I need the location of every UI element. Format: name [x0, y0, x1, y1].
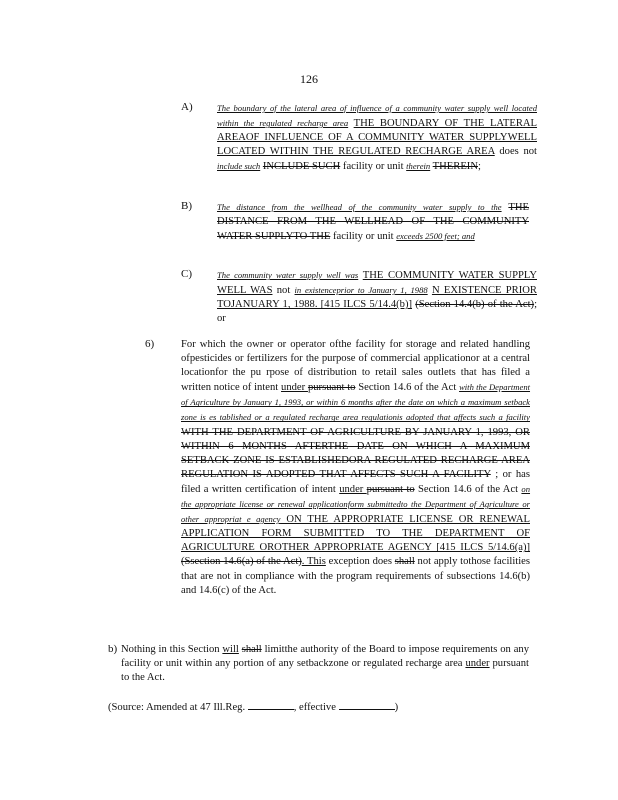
item-a-seg4: include such	[217, 161, 261, 172]
item-a-text	[217, 101, 537, 174]
item-6-seg8: under	[339, 483, 367, 495]
item-6-seg16: exception does	[325, 556, 395, 568]
item-6-seg18: not apply tothose facilities that are not in compliance with the program requirements of subsections 14.6(b) and 14.6(c) of the Act.	[181, 556, 530, 596]
item-b-label: B)	[181, 200, 192, 212]
item-6-text	[181, 338, 530, 598]
item-6-seg6: WITH THE DEPARTMENT OF AGRICULTURE BY JANUARY 1, 1993, OR WITHIN 6 MONTHS AFTERTHE DATE ON WHICH A MAXIMUM SETBACK ZONE IS ESTABLISHEDORA REGULATED RECHARGE AREA REGULATION IS ADOPTED THAT AFFECTS SUCH A FACILITY	[181, 426, 530, 480]
item-c-label: C)	[181, 268, 192, 280]
item-a-seg5: INCLUDE SUCH	[262, 161, 341, 173]
item-6-seg11: on the appropriate license or renewal applicationform submittedto the Department of Agriculture or other appropriat e agency	[181, 483, 531, 525]
item-6-label: 6)	[145, 338, 155, 350]
item-6-seg3: pursuant to	[307, 382, 356, 394]
item-c-seg4: in existenceprior to January 1, 1988	[294, 285, 428, 296]
source-text-2: , effective	[293, 702, 339, 713]
source-date-blank	[339, 699, 395, 710]
item-6-seg5: with the Department of Agriculture by January 1, 1993, or within 6 months after the date on which a maximum setback zone is es tablished or a regulated recharge area regulationis adopted that affects such a facility	[181, 382, 531, 423]
item-6-seg15: . This	[301, 556, 326, 568]
item-a-seg2: THE BOUNDARY OF THE LATERAL AREAOF INFLUENCE OF A COMMUNITY WATER SUPPLYWELL LOCATED WITHIN THE REGULATED RECHARGE AREA	[217, 118, 538, 158]
item-c-seg1: The community water supply well was	[217, 270, 359, 280]
item-b-seg3: facility or unit	[330, 231, 397, 243]
item-6-seg13: [415 ILCS 5/14.6(a)]	[431, 542, 531, 554]
item-b2-seg7: pursuant to the Act.	[121, 658, 529, 684]
item-b-seg4: exceeds 2500 feet; and	[396, 231, 475, 242]
source-line	[108, 699, 528, 715]
item-c-text	[217, 268, 537, 326]
item-6-seg17: shall	[394, 556, 415, 568]
item-b2-seg4: shall	[241, 644, 262, 655]
item-6-seg10: Section 14.6 of the Act	[414, 483, 522, 495]
item-c-seg5: N EXISTENCE PRIOR TOJANUARY 1, 1988. [415 ILCS 5/14.4(b)]	[217, 285, 537, 311]
item-c-seg3: not	[272, 285, 295, 297]
item-6-seg12: ON THE APPROPRIATE LICENSE OR RENEWAL APPLICATION FORM SUBMITTED TO THE DEPARTMENT OF AGRICULTURE OROTHER APPROPRIATE AGENCY	[181, 514, 530, 554]
item-6-seg9: pursuant to	[366, 483, 415, 495]
item-b2-text	[121, 643, 529, 685]
item-b-seg1: The distance from the wellhead of the community water supply to the	[217, 202, 502, 212]
item-b2-seg1: Nothing in this Section	[121, 644, 223, 655]
page-number: 126	[300, 72, 318, 86]
item-c-seg7: ; or	[217, 299, 538, 325]
item-a-seg9: ;	[477, 161, 481, 173]
item-6-seg7: ; or has filed a written certification of intent	[181, 468, 530, 495]
item-a-seg7: therein	[406, 161, 431, 172]
item-b2-seg5: limitthe authority of the Board to impose requirements on any facility or unit within any portion of any setbackzone or regulated recharge area	[121, 644, 529, 670]
item-a-seg8: THEREIN	[432, 161, 478, 173]
item-a-seg6: facility or unit	[340, 161, 407, 173]
item-a-seg3: does not	[494, 146, 537, 158]
source-text-3: )	[394, 702, 399, 713]
item-b2-label: b)	[108, 643, 118, 655]
item-6-seg14: (Ssection 14.6(a) of the Act)	[181, 556, 302, 568]
source-register-blank	[248, 699, 294, 710]
item-b-seg2: THE DISTANCE FROM THE WELLHEAD OF THE COMMUNITY WATER SUPPLYTO THE	[217, 202, 529, 243]
item-a-seg1: The boundary of the lateral area of influence of a community water supply well located within the regulated recharge area	[217, 103, 537, 129]
item-b2-seg2: will	[222, 644, 239, 655]
item-6-seg4: Section 14.6 of the Act	[355, 382, 460, 394]
item-c-seg6: (Section 14.4(b) of the Act)	[415, 299, 535, 311]
item-6-seg1: For which the owner or operator ofthe facility for storage and related handling ofpesticides or fertilizers for the purpose of commercial applicationor at a central locationfor the pu rpose of distribution to retail sales outlets that has filed a written notice of intent	[181, 339, 530, 394]
item-b-text	[217, 200, 529, 244]
source-text-1: (Source: Amended at 47 Ill.Reg.	[108, 702, 248, 713]
item-a-label: A)	[181, 101, 193, 113]
item-c-seg2: THE COMMUNITY WATER SUPPLY WELL WAS	[217, 270, 537, 297]
item-b2-seg6: under	[465, 658, 490, 670]
item-6-seg2: under	[281, 382, 308, 394]
